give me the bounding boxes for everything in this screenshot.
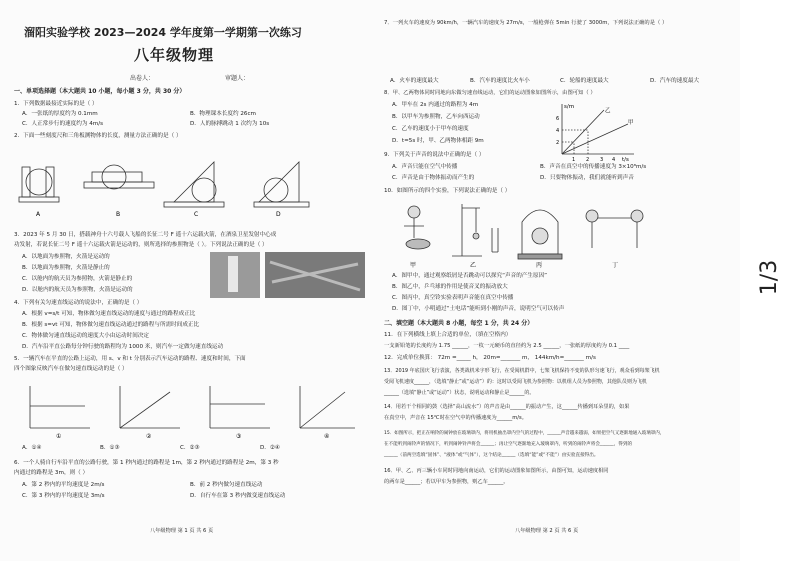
q2-label-c: C bbox=[194, 211, 199, 218]
q3-option-b: B．以地面为参照物，火箭是静止的 bbox=[22, 265, 110, 271]
q8-xtick-1: 1 bbox=[572, 157, 576, 162]
question-5-line-1: 5．一辆汽车在平直的公路上运动，用 s、v 和 t 分别表示汽车运动的路程、速度和时间，下面 bbox=[14, 356, 246, 362]
q8-series-jia: 甲 bbox=[628, 120, 634, 126]
question-15-line-3: ______（前两空选填“固体”、“液体”或“气体”），这个结论______（选填“能”或“不能”）由实验直接得出。 bbox=[384, 453, 599, 458]
q8-ytick-4: 4 bbox=[556, 128, 560, 134]
exam-subject: 八年级物理 bbox=[134, 46, 215, 64]
q4-option-a: A．根据 v=s/t 可知，物体做匀速直线运动的速度与通过的路程成正比 bbox=[22, 311, 196, 317]
q2-label-b: B bbox=[116, 211, 121, 218]
q5-label-1: ① bbox=[56, 433, 62, 440]
q5-option-c: C．②③ bbox=[180, 445, 200, 451]
question-9: 9．下列关于声音的说法中正确的是（ ） bbox=[384, 152, 485, 158]
q9-option-c: C．声音是由于物体振动而产生的 bbox=[392, 175, 475, 181]
question-16-line-1: 16．甲、乙、丙三辆小车同时同地向南运动，它们的运动图象如图所示，由图可知，运动速度相同 bbox=[384, 468, 609, 474]
question-13-line-3: ______（选填“静止”或“运动”）状态，说明运动和静止是______的。 bbox=[384, 390, 535, 396]
q5-motion-graphs bbox=[20, 378, 360, 440]
q3-option-d: D．以舱内的航天员为参照物，火箭是运动的 bbox=[22, 287, 133, 293]
q2-label-a: A bbox=[36, 211, 41, 218]
section-1-heading: 一、单项选择题（本大题共 10 小题，每小题 3 分，共 30 分） bbox=[14, 88, 186, 95]
q6-option-b: B．前 2 秒内做匀速直线运动 bbox=[190, 482, 263, 488]
q5-label-2: ② bbox=[146, 433, 152, 440]
q10-option-c: C．图丙中，真空铃实验表明声音能在真空中传播 bbox=[392, 295, 514, 301]
question-3-line-2: 功发射，若说长征二号 F 遥十六运载火箭是运动的，则所选择的参照物是（ ）。下列说法正确的是（ ） bbox=[14, 242, 268, 248]
q3-option-a: A．以地面为参照物，火箭是运动的 bbox=[22, 254, 110, 260]
q8-ytick-6: 6 bbox=[556, 116, 560, 122]
question-15-line-1: 15．如图所示，把正在响铃的闹钟放在玻璃罩内，将用机抽出罩内空气的过程中，______声音越来越弱，如果把空气又逐渐地通入玻璃罩内， bbox=[384, 431, 665, 436]
q8-st-graph bbox=[548, 100, 638, 162]
question-1: 1．下列数据最接近实际的是（ ） bbox=[14, 101, 98, 107]
q10-option-b: B．图乙中，乒乓球的作用是使音叉的振动放大 bbox=[392, 284, 508, 290]
author-label: 出卷人： bbox=[130, 75, 155, 82]
q11-blanks: 一支新铅笔的长度约为 1.75 ______，一枚一元硬币的直径约为 2.5 ______，一张纸的厚度约为 0.1 ____ bbox=[384, 343, 630, 349]
q8-ylabel: s/m bbox=[564, 104, 575, 110]
question-10: 10．如图所示的四个实验，下列说法正确的是（ ） bbox=[384, 188, 511, 194]
question-13-line-2: 受阅飞机速度______，（选填“静止”或“运动”）的：这时以受阅飞机为参照物：以机组人员为参照物，其他队员则为飞机 bbox=[384, 379, 647, 385]
q7-option-a: A．火车的速度最大 bbox=[390, 78, 439, 84]
q7-option-d: D．汽车的速度最大 bbox=[650, 78, 700, 84]
q8-option-d: D．t=5s 时，甲、乙两物体相距 9m bbox=[392, 138, 484, 144]
page-1-footer: 八年级物理 第 1 页 共 6 页 bbox=[150, 528, 214, 534]
q5-option-d: D．②④ bbox=[260, 445, 280, 451]
q9-option-b: B．声音在真空中的传播速度为 3×10⁸m/s bbox=[540, 164, 647, 170]
q10-label-bing: 丙 bbox=[536, 262, 543, 269]
q8-xtick-4: 4 bbox=[612, 157, 616, 162]
q8-xtick-2: 2 bbox=[586, 157, 590, 162]
q1-option-c: C．人正常步行的速度约为 4m/s bbox=[22, 121, 104, 127]
question-6-line-1: 6．一个人骑自行车沿平直的公路行驶，第 1 秒内通过的路程是 1m，第 2 秒内通过的路程是 2m，第 3 秒 bbox=[14, 460, 279, 466]
reviewer-label: 审题人： bbox=[225, 75, 250, 82]
q7-option-c: C．轮船的速度最大 bbox=[560, 78, 609, 84]
q8-xtick-3: 3 bbox=[600, 157, 604, 162]
q2-label-d: D bbox=[276, 211, 281, 218]
q8-series-yi: 乙 bbox=[605, 108, 611, 114]
q8-xlabel: t/s bbox=[622, 157, 629, 162]
q6-option-c: C．第 3 秒内的平均速度是 3m/s bbox=[22, 493, 105, 499]
q8-option-a: A．甲车在 2s 内通过的路程为 4m bbox=[392, 102, 479, 108]
q4-option-d: D．汽车沿平直公路每分钟行驶的路程均为 1000 米，则汽车一定做匀速直线运动 bbox=[22, 344, 224, 350]
q4-option-b: B．根据 s=vt 可知，物体做匀速直线运动通过的路程与所需时间成正比 bbox=[22, 322, 200, 328]
q8-ytick-2: 2 bbox=[556, 140, 560, 146]
question-4: 4．下列有关匀速直线运动的说法中，正确的是（ ） bbox=[14, 300, 143, 306]
q5-label-3: ③ bbox=[236, 433, 242, 440]
question-6-line-2: 内通过的路程是 3m，则（ ） bbox=[14, 470, 89, 476]
exam-title: 溜阳实验学校 2023—2024 学年度第一学期第一次练习 bbox=[24, 26, 302, 39]
q1-option-a: A．一张纸的厚度约为 0.1mm bbox=[22, 111, 98, 117]
q8-option-b: B．以甲车为参照物，乙车向西运动 bbox=[392, 114, 480, 120]
q6-option-d: D．自行车在第 3 秒内做变速直线运动 bbox=[190, 493, 286, 499]
page-indicator: 1/3 bbox=[757, 259, 783, 296]
q10-option-a: A．图甲中，通过观察纸屑是否跳动可以探究“声音的产生原因” bbox=[392, 273, 548, 279]
question-14-line-2: 在真空中，声音在 15℃时在空气中的传播速度为______m/s。 bbox=[384, 415, 527, 421]
q7-option-b: B．汽车的速度比火车小 bbox=[470, 78, 530, 84]
q5-option-b: B．①③ bbox=[100, 445, 120, 451]
question-16-line-2: 的两车是______；若以甲车为参照物，则乙车______。 bbox=[384, 479, 509, 485]
q10-option-d: D．图丁中，小明通过“土电话”能听到小刚的声音，说明空气可以传声 bbox=[392, 306, 565, 312]
question-3-line-1: 3．2023 年 5 月 30 日，搭载神舟十六号载人飞船的长征二号 F 遥十六运载火箭，在酒泉卫星发射中心成 bbox=[14, 232, 277, 238]
q9-option-a: A．声音只能在空气中传播 bbox=[392, 164, 458, 170]
question-2: 2．下面一些刻度尺和三角板测物体的长度，测量方法正确的是（ ） bbox=[14, 133, 182, 139]
q10-label-jia: 甲 bbox=[410, 262, 417, 269]
question-13-line-1: 13．2019 年底国庆飞行表演，各类战机米字形飞行，在受阅机群中，七架飞机保持不变的队形匀速飞行，观众看到每架飞机 bbox=[384, 368, 660, 374]
q3-option-c: C．以舱内的航天员为参照物，火箭是静止的 bbox=[22, 276, 133, 282]
q2-ruler-figures bbox=[14, 142, 314, 224]
q3-rocket-photo bbox=[210, 252, 370, 300]
question-12: 12．完成单位换算： 72m =_____ h， 20m=_______ m， 144km/h=_______ m/s bbox=[384, 355, 596, 361]
q5-label-4: ④ bbox=[324, 433, 330, 440]
question-5-line-2: 四个图象反映汽车在做匀速直线运动的是（ ） bbox=[14, 366, 128, 372]
q4-option-c: C．物体做匀速直线运动的速度大小由运动时间决定 bbox=[22, 333, 149, 339]
page-2-footer: 八年级物理 第 2 页 共 6 页 bbox=[515, 528, 579, 534]
q8-option-c: C．乙车的速度小于甲车的速度 bbox=[392, 126, 469, 132]
q5-option-a: A．①④ bbox=[22, 445, 42, 451]
question-7: 7．一列火车的速度为 90km/h，一辆汽车的速度为 27m/s，一般枪弹在 5min 行驶了 3000m，下列说法正确的是（ ） bbox=[384, 20, 668, 26]
q10-label-ding: 丁 bbox=[612, 262, 619, 269]
q1-option-d: D．人的脉搏跳动 1 次约为 10s bbox=[190, 121, 270, 127]
question-14-line-1: 14．用若干个相同的鼓（选择“高山流水”）的声音是由______的振动产生，这______传播到耳朵里的，如果 bbox=[384, 404, 630, 410]
q10-experiment-figures bbox=[392, 198, 652, 270]
question-15-line-2: 在不能听到闹铃声的情况下，听到闹钟铃声将会______；再让空气逐渐地充入玻璃罩内，听到的闹铃声将会______，得到的 bbox=[384, 442, 633, 447]
q9-option-d: D．只要物体振动，我们就能听到声音 bbox=[540, 175, 634, 181]
q6-option-a: A．第 2 秒内的平均速度是 2m/s bbox=[22, 482, 105, 488]
question-8: 8．甲、乙两物体同时同地向东做匀速直线运动，它们的运动图象如图所示，由图可知（ ） bbox=[384, 90, 596, 96]
q1-option-b: B．物理课本长度约 26cm bbox=[190, 111, 257, 117]
question-11: 11．在下列横线上填上合适的单位，（填在空格内） bbox=[384, 332, 512, 338]
q10-label-yi: 乙 bbox=[470, 262, 477, 269]
section-2-heading: 二、填空题（本大题共 8 小题，每空 1 分，共 24 分） bbox=[384, 320, 534, 327]
